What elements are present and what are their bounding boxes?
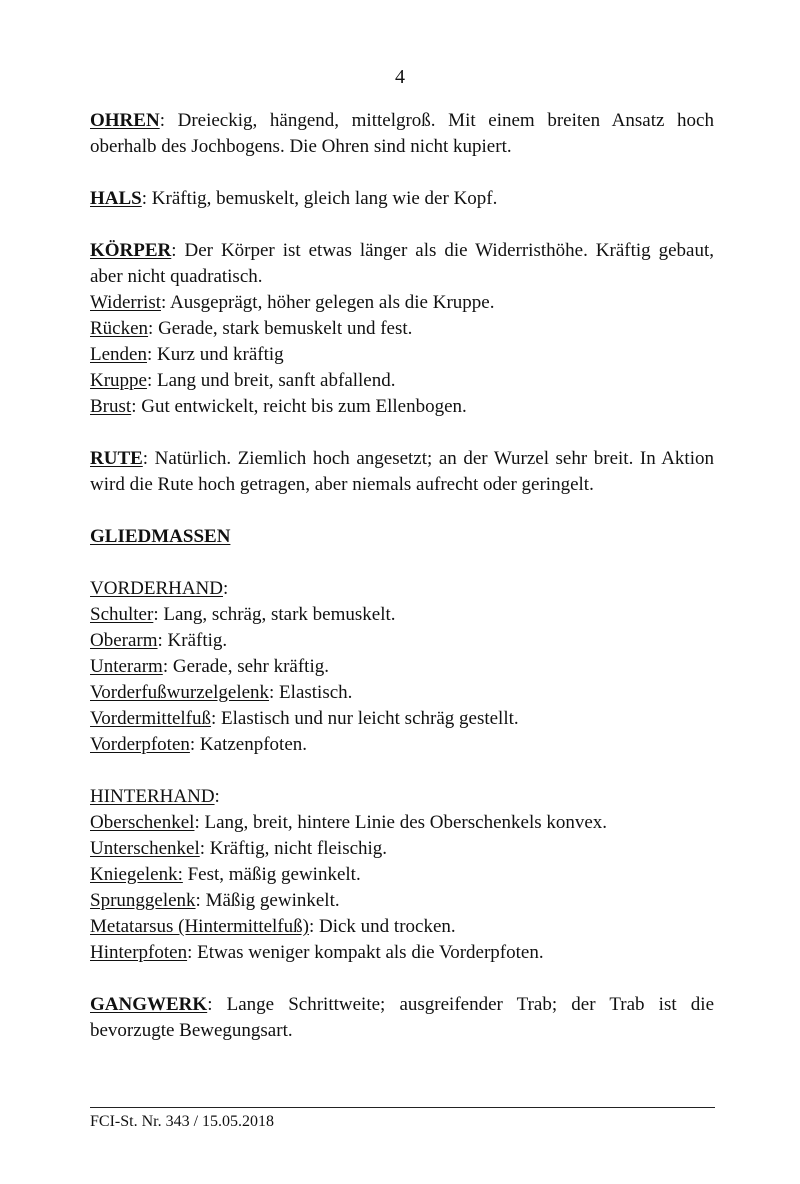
definition: : Gerade, sehr kräftig.	[162, 656, 329, 677]
heading-hinterhand: HINTERHAND	[90, 786, 215, 807]
term: Kruppe	[90, 370, 147, 391]
term: Schulter	[90, 604, 154, 625]
section-gangwerk	[90, 992, 714, 1044]
list-item	[90, 368, 714, 394]
definition: : Elastisch.	[269, 682, 353, 703]
definition: : Kurz und kräftig	[146, 344, 284, 365]
definition: : Etwas weniger kompakt als die Vorderpfoten.	[187, 942, 544, 963]
term: Unterschenkel	[90, 838, 200, 859]
list-item	[90, 394, 714, 420]
heading-hals: HALS	[90, 188, 142, 209]
definition: : Dick und trocken.	[308, 916, 456, 937]
definition: : Kräftig.	[157, 630, 228, 651]
definition: : Gerade, stark bemuskelt und fest.	[148, 318, 413, 339]
section-hals	[90, 186, 714, 212]
list-item	[90, 342, 714, 368]
heading-gangwerk: GANGWERK	[90, 994, 208, 1015]
term: Vorderpfoten	[90, 734, 190, 755]
definition: : Kräftig, nicht fleischig.	[199, 838, 388, 859]
term: Oberarm	[90, 630, 158, 651]
list-item	[90, 706, 714, 732]
section-koerper	[90, 238, 714, 290]
section-gliedmassen	[90, 524, 714, 550]
heading-rute: RUTE	[90, 448, 143, 469]
list-item	[90, 680, 714, 706]
term: Unterarm	[90, 656, 163, 677]
term: Metatarsus (Hintermittelfuß)	[90, 916, 309, 937]
definition: : Lang und breit, sanft abfallend.	[146, 370, 396, 391]
document-body	[90, 108, 714, 1044]
heading-koerper: KÖRPER	[90, 240, 172, 261]
definition: : Elastisch und nur leicht schräg gestellt.	[211, 708, 519, 729]
term: Hinterpfoten	[90, 942, 188, 963]
heading-gliedmassen: GLIEDMASSEN	[90, 526, 231, 547]
text-koerper: : Der Körper ist etwas länger als die Widerristhöhe. Kräftig gebaut, aber nicht quadratisch.	[90, 240, 714, 287]
footer-divider	[90, 1107, 715, 1108]
text-hals: : Kräftig, bemuskelt, gleich lang wie der Kopf.	[141, 188, 498, 209]
term: Lenden	[90, 344, 147, 365]
list-item	[90, 940, 714, 966]
list-item	[90, 810, 714, 836]
definition: : Mäßig gewinkelt.	[195, 890, 340, 911]
definition: : Lang, breit, hintere Linie des Oberschenkels konvex.	[194, 812, 608, 833]
term: Oberschenkel	[90, 812, 195, 833]
list-item	[90, 888, 714, 914]
text-rute: : Natürlich. Ziemlich hoch angesetzt; an der Wurzel sehr breit. In Aktion wird die Rute hoch getragen, aber niemals aufrecht oder geringelt.	[90, 448, 714, 495]
colon: :	[223, 578, 229, 599]
term: Vordermittelfuß	[90, 708, 212, 729]
text-gangwerk: : Lange Schrittweite; ausgreifender Trab; der Trab ist die bevorzugte Bewegungsart.	[90, 994, 714, 1041]
definition: : Ausgeprägt, höher gelegen als die Kruppe.	[161, 292, 495, 313]
page-number: 4	[395, 66, 405, 88]
list-item	[90, 732, 714, 758]
section-ohren	[90, 108, 714, 160]
list-item	[90, 316, 714, 342]
list-item	[90, 602, 714, 628]
heading-ohren: OHREN	[90, 110, 160, 131]
definition: Fest, mäßig gewinkelt.	[182, 864, 361, 885]
definition: : Lang, schräg, stark bemuskelt.	[153, 604, 396, 625]
subsection-hinterhand	[90, 784, 714, 810]
list-item	[90, 290, 714, 316]
list-item	[90, 628, 714, 654]
footer-reference: FCI-St. Nr. 343 / 15.05.2018	[90, 1113, 275, 1130]
term: Widerrist	[90, 292, 161, 313]
list-item	[90, 836, 714, 862]
subsection-vorderhand	[90, 576, 714, 602]
section-rute	[90, 446, 714, 498]
list-item	[90, 654, 714, 680]
term: Brust	[90, 396, 132, 417]
term: Kniegelenk:	[90, 864, 183, 885]
list-item	[90, 862, 714, 888]
definition: : Gut entwickelt, reicht bis zum Ellenbogen.	[131, 396, 467, 417]
heading-vorderhand: VORDERHAND	[90, 578, 223, 599]
term: Vorderfußwurzelgelenk	[90, 682, 270, 703]
text-ohren: : Dreieckig, hängend, mittelgroß. Mit einem breiten Ansatz hoch oberhalb des Jochbogens. Die Ohren sind nicht kupiert.	[90, 110, 714, 157]
term: Rücken	[90, 318, 149, 339]
term: Sprunggelenk	[90, 890, 196, 911]
colon: :	[214, 786, 220, 807]
definition: : Katzenpfoten.	[189, 734, 308, 755]
list-item	[90, 914, 714, 940]
